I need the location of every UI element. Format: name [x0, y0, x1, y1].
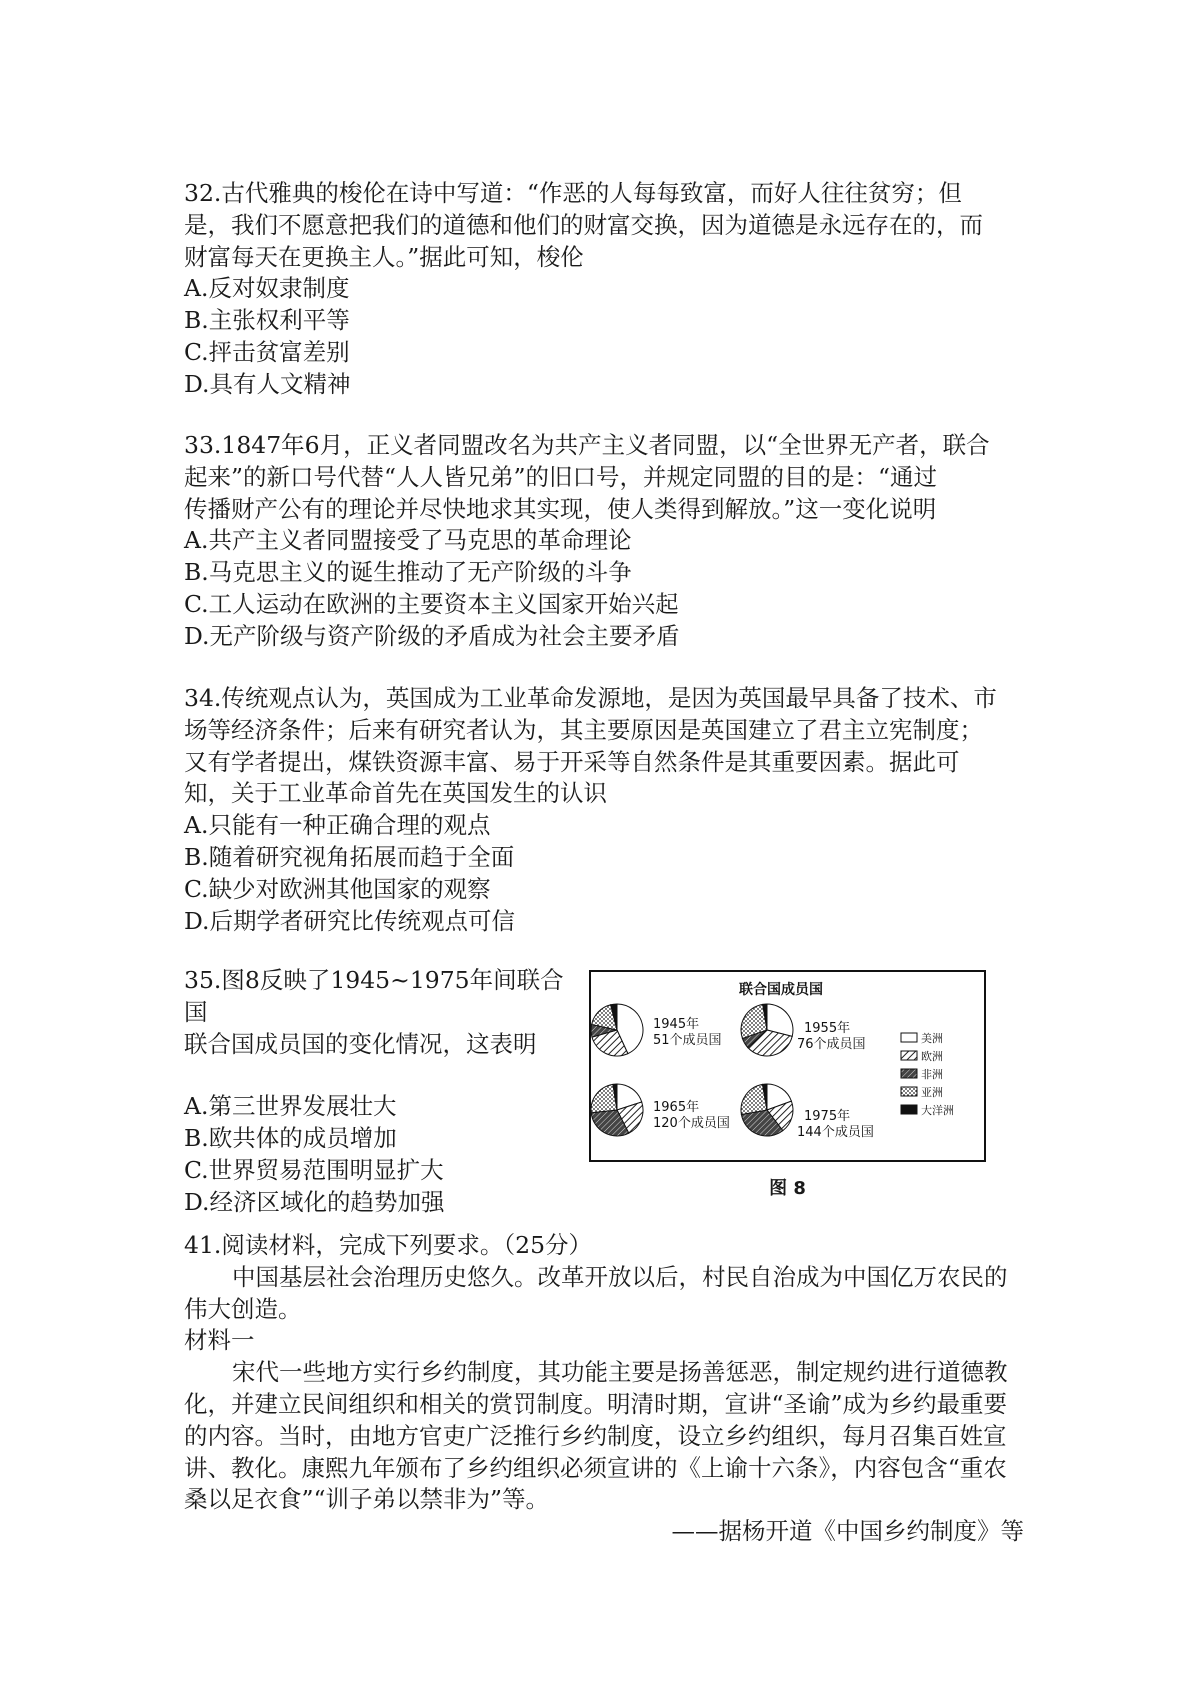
question-stem-line: 起来”的新口号代替“人人皆兄弟”的旧口号，并规定同盟的目的是：“通过 [184, 462, 938, 491]
question-35 [184, 965, 564, 1219]
figure-8 [589, 960, 986, 1200]
question-32 [184, 178, 1024, 401]
legend-label: 欧洲 [921, 1050, 943, 1063]
pie-1955 [741, 1004, 793, 1056]
pie-count-label: 120个成员国 [653, 1116, 730, 1131]
question-stem-line: 传播财产公有的理论并尽快地求其实现，使人类得到解放。”这一变化说明 [184, 494, 937, 523]
material-label: 材料一 [184, 1326, 255, 1355]
pie-year-label: 1945年 [653, 1017, 700, 1032]
option-a: A.只能有一种正确合理的观点 [184, 811, 491, 840]
pie-year-label: 1955年 [804, 1021, 851, 1036]
option-c: C.抨击贫富差别 [184, 337, 350, 366]
question-33 [184, 430, 1024, 653]
legend-swatch-americas [901, 1033, 917, 1042]
option-b: B.主张权利平等 [184, 306, 350, 335]
legend-swatch-europe [901, 1051, 917, 1060]
option-b: B.随着研究视角拓展而趋于全面 [184, 842, 515, 871]
pie-count-label: 144个成员国 [797, 1125, 874, 1140]
option-b: B.马克思主义的诞生推动了无产阶级的斗争 [184, 558, 632, 587]
legend-swatch-oceania [901, 1105, 917, 1114]
question-stem-line: 联合国成员国的变化情况，这表明 [184, 1029, 537, 1058]
question-stem-line: 知，关于工业革命首先在英国发生的认识 [184, 779, 607, 808]
material-source: ——据杨开道《中国乡约制度》等 [671, 1517, 1024, 1546]
option-a: A.第三世界发展壮大 [184, 1092, 397, 1121]
question-title: 41.阅读材料，完成下列要求。（25分） [184, 1231, 593, 1259]
option-d: D.经济区域化的趋势加强 [184, 1187, 445, 1216]
question-34 [184, 683, 1024, 937]
legend-label: 亚洲 [921, 1086, 943, 1099]
legend-label: 非洲 [921, 1068, 943, 1081]
question-stem-line: 35.图8反映了1945~1975年间联合国 [184, 966, 564, 1026]
question-stem-line: 场等经济条件；后来有研究者认为，其主要原因是英国建立了君主立宪制度； [184, 715, 983, 744]
legend-label: 大洋洲 [921, 1104, 954, 1117]
option-b: B.欧共体的成员增加 [184, 1124, 397, 1153]
question-stem-line: 32.古代雅典的梭伦在诗中写道：“作恶的人每每致富，而好人往往贫穷；但 [184, 179, 962, 207]
option-list [184, 1091, 564, 1218]
question-41 [184, 1230, 1024, 1548]
question-stem-line: 33.1847年6月，正义者同盟改名为共产主义者同盟，以“全世界无产者，联合 [184, 431, 990, 459]
figure-title: 联合国成员国 [739, 982, 823, 998]
pie-year-label: 1965年 [653, 1100, 700, 1115]
pie-1975 [741, 1084, 793, 1136]
legend-swatch-asia [901, 1087, 917, 1096]
material-text: 宋代一些地方实行乡约制度，其功能主要是扬善惩恶，制定规约进行道德教化，并建立民间组织和相关的赏罚制度。明清时期，宣讲“圣谕”成为乡约最重要的内容。当时，由地方官吏广泛推行乡约制度，设立乡约组织，每月召集百姓宣讲、教化。康熙九年颁布了乡约组织必须宣讲的《上谕十六条》，内容包含“重农桑以足衣食”“训子弟以禁非为”等。 [184, 1358, 1008, 1514]
question-stem-line: 又有学者提出，煤铁资源丰富、易于开采等自然条件是其重要因素。据此可 [184, 747, 960, 776]
figure-8-chart [589, 960, 986, 1172]
option-d: D.无产阶级与资产阶级的矛盾成为社会主要矛盾 [184, 621, 680, 650]
question-stem-line: 是，我们不愿意把我们的道德和他们的财富交换，因为道德是永远存在的，而 [184, 210, 983, 239]
pie-count-label: 76个成员国 [797, 1037, 866, 1052]
figure-caption: 图 8 [769, 1178, 806, 1199]
question-stem-line: 财富每天在更换主人。”据此可知，梭伦 [184, 242, 584, 271]
option-c: C.世界贸易范围明显扩大 [184, 1155, 444, 1184]
option-d: D.后期学者研究比传统观点可信 [184, 906, 515, 935]
pie-year-label: 1975年 [804, 1109, 851, 1124]
figure-frame [590, 971, 985, 1161]
question-stem-line: 34.传统观点认为，英国成为工业革命发源地，是因为英国最早具备了技术、市 [184, 684, 997, 712]
option-a: A.共产主义者同盟接受了马克思的革命理论 [184, 526, 632, 555]
option-c: C.缺少对欧洲其他国家的观察 [184, 874, 491, 903]
legend-swatch-africa [901, 1069, 917, 1078]
option-a: A.反对奴隶制度 [184, 274, 350, 303]
legend-label: 美洲 [921, 1032, 943, 1045]
pie-1965 [591, 1084, 643, 1136]
question-intro: 中国基层社会治理历史悠久。改革开放以后，村民自治成为中国亿万农民的伟大创造。 [184, 1262, 1008, 1323]
option-c: C.工人运动在欧洲的主要资本主义国家开始兴起 [184, 589, 679, 618]
option-d: D.具有人文精神 [184, 369, 351, 398]
pie-1945 [591, 1004, 643, 1056]
pie-count-label: 51个成员国 [653, 1033, 722, 1048]
